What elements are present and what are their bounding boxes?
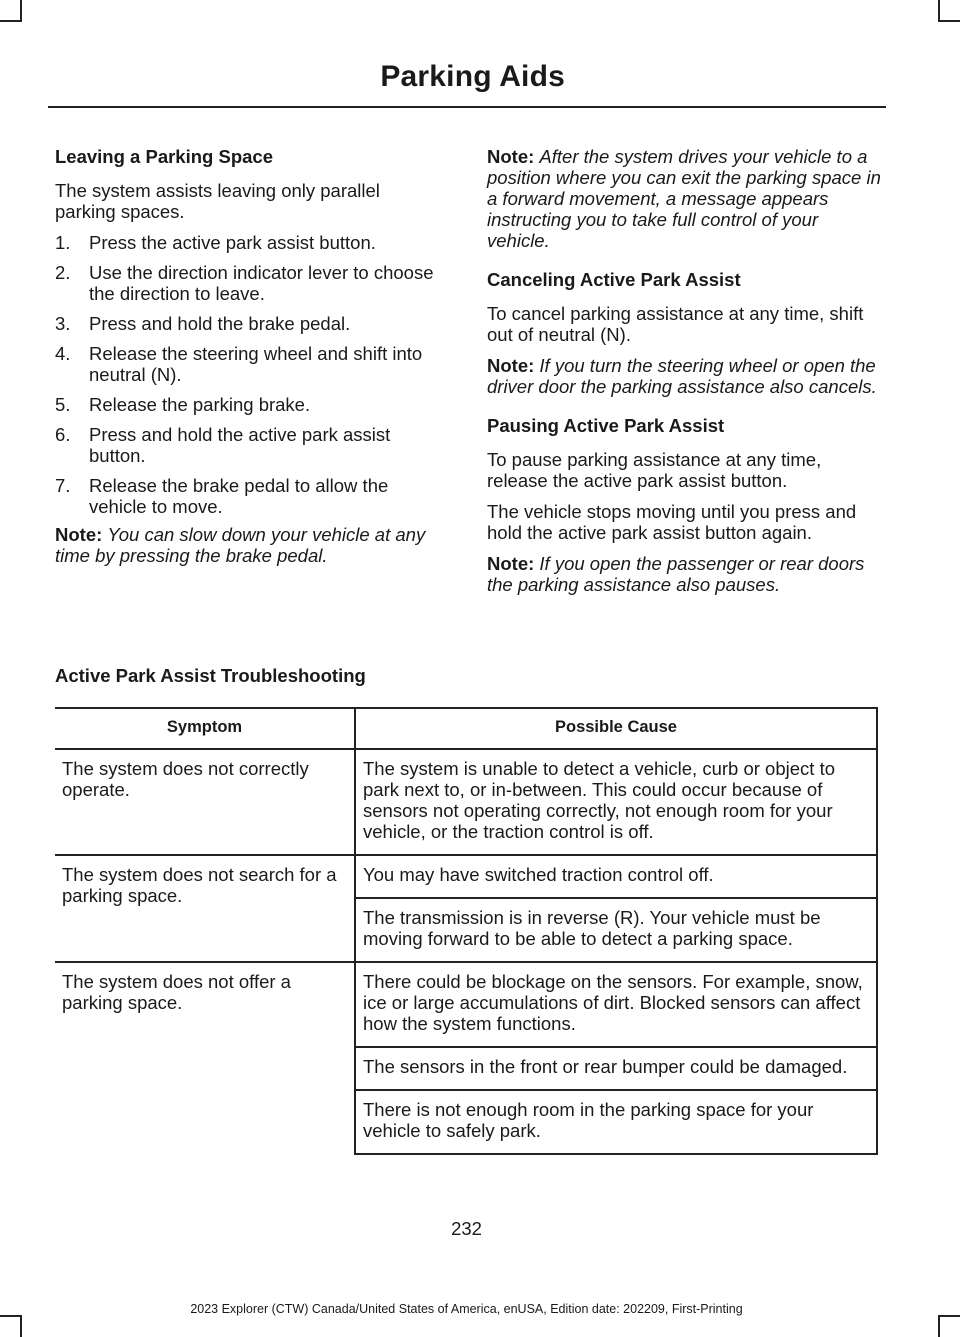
cause-cell: There could be blockage on the sensors. For example, snow, ice or large accumulations of dirt. Blocked sensors can affect how the system functions. (355, 962, 877, 1047)
step-number: 1. (55, 232, 71, 253)
step-text: Press the active park assist button. (89, 232, 376, 253)
cancel-text: To cancel parking assistance at any time, shift out of neutral (N). (487, 303, 864, 345)
symptom-cell: The system does not offer a parking space. (62, 971, 291, 1013)
page-header-title: Parking Aids (380, 60, 565, 93)
symptom-cell: The system does not correctly operate. (55, 749, 355, 855)
crop-mark-top-right-v (938, 0, 940, 22)
section-heading-pausing: Pausing Active Park Assist (487, 415, 725, 436)
section-heading-leaving: Leaving a Parking Space (55, 146, 273, 167)
note-pauses (487, 553, 882, 595)
step-number: 5. (55, 394, 71, 415)
step-number: 6. (55, 424, 71, 445)
step-text: Release the steering wheel and shift into neutral (N). (89, 343, 423, 385)
note-text: After the system drives your vehicle to a position where you can exit the parking space in a forward movement, a message appears instructing you to take full control of your vehicle. (487, 146, 881, 251)
step-text: Use the direction indicator lever to choose the direction to leave. (89, 262, 434, 304)
section-heading-canceling: Canceling Active Park Assist (487, 269, 741, 290)
cause-cell: You may have switched traction control off. (355, 855, 877, 898)
list-item (55, 313, 435, 334)
note-label: Note: (55, 524, 103, 545)
leaving-intro: The system assists leaving only parallel parking spaces. (55, 180, 380, 222)
column-header-symptom: Symptom (55, 708, 355, 749)
note-full-control (487, 146, 882, 251)
table-header-row (55, 708, 877, 749)
table-row (55, 962, 877, 1047)
list-item (55, 232, 435, 253)
pause-text-2: The vehicle stops moving until you press and hold the active park assist button again. (487, 501, 857, 543)
note-text: If you open the passenger or rear doors the parking assistance also pauses. (487, 553, 865, 595)
note-text: You can slow down your vehicle at any time by pressing the brake pedal. (55, 524, 426, 566)
crop-mark-top-right-h (938, 20, 960, 22)
pause-text-1: To pause parking assistance at any time, release the active park assist button. (487, 449, 822, 491)
step-text: Press and hold the active park assist button. (89, 424, 391, 466)
crop-mark-top-left-v (20, 0, 22, 22)
note-label: Note: (487, 355, 535, 376)
table-row (55, 855, 877, 898)
note-slow-down (55, 524, 435, 566)
list-item (55, 424, 435, 466)
step-number: 3. (55, 313, 71, 334)
right-column (487, 146, 882, 605)
page-number: 232 (451, 1218, 482, 1239)
crop-mark-bottom-right-v (938, 1315, 940, 1337)
step-text: Release the parking brake. (89, 394, 311, 415)
note-cancels (487, 355, 882, 397)
step-text: Press and hold the brake pedal. (89, 313, 351, 334)
crop-mark-top-left-h (0, 20, 22, 22)
list-item (55, 343, 435, 385)
troubleshooting-table (55, 707, 878, 1155)
step-number: 7. (55, 475, 71, 496)
left-column (55, 146, 435, 576)
step-number: 4. (55, 343, 71, 364)
step-text: Release the brake pedal to allow the vehicle to move. (89, 475, 389, 517)
note-label: Note: (487, 146, 535, 167)
step-number: 2. (55, 262, 71, 283)
symptom-cell: The system does not search for a parking space. (55, 855, 355, 962)
leaving-steps-list (55, 232, 435, 517)
crop-mark-bottom-left-v (20, 1315, 22, 1337)
header-divider (48, 106, 886, 108)
cause-cell: The system is unable to detect a vehicle, curb or object to park next to, or in-between. This could occur because of sensors not operating correctly, not enough room for your vehicle, or the traction control is off. (355, 749, 877, 855)
list-item (55, 475, 435, 517)
table-row (55, 749, 877, 855)
troubleshooting-title: Active Park Assist Troubleshooting (55, 665, 366, 686)
note-label: Note: (487, 553, 535, 574)
cause-cell: The sensors in the front or rear bumper could be damaged. (355, 1047, 877, 1090)
note-text: If you turn the steering wheel or open the driver door the parking assistance also cancels. (487, 355, 877, 397)
list-item (55, 262, 435, 304)
cause-cell: There is not enough room in the parking space for your vehicle to safely park. (355, 1090, 877, 1154)
crop-mark-bottom-right-h (938, 1315, 960, 1317)
list-item (55, 394, 435, 415)
page-footer: 2023 Explorer (CTW) Canada/United States of America, enUSA, Edition date: 202209, First-Printing (190, 1302, 743, 1316)
cause-cell: The transmission is in reverse (R). Your vehicle must be moving forward to be able to detect a parking space. (355, 898, 877, 962)
column-header-cause: Possible Cause (355, 708, 877, 749)
